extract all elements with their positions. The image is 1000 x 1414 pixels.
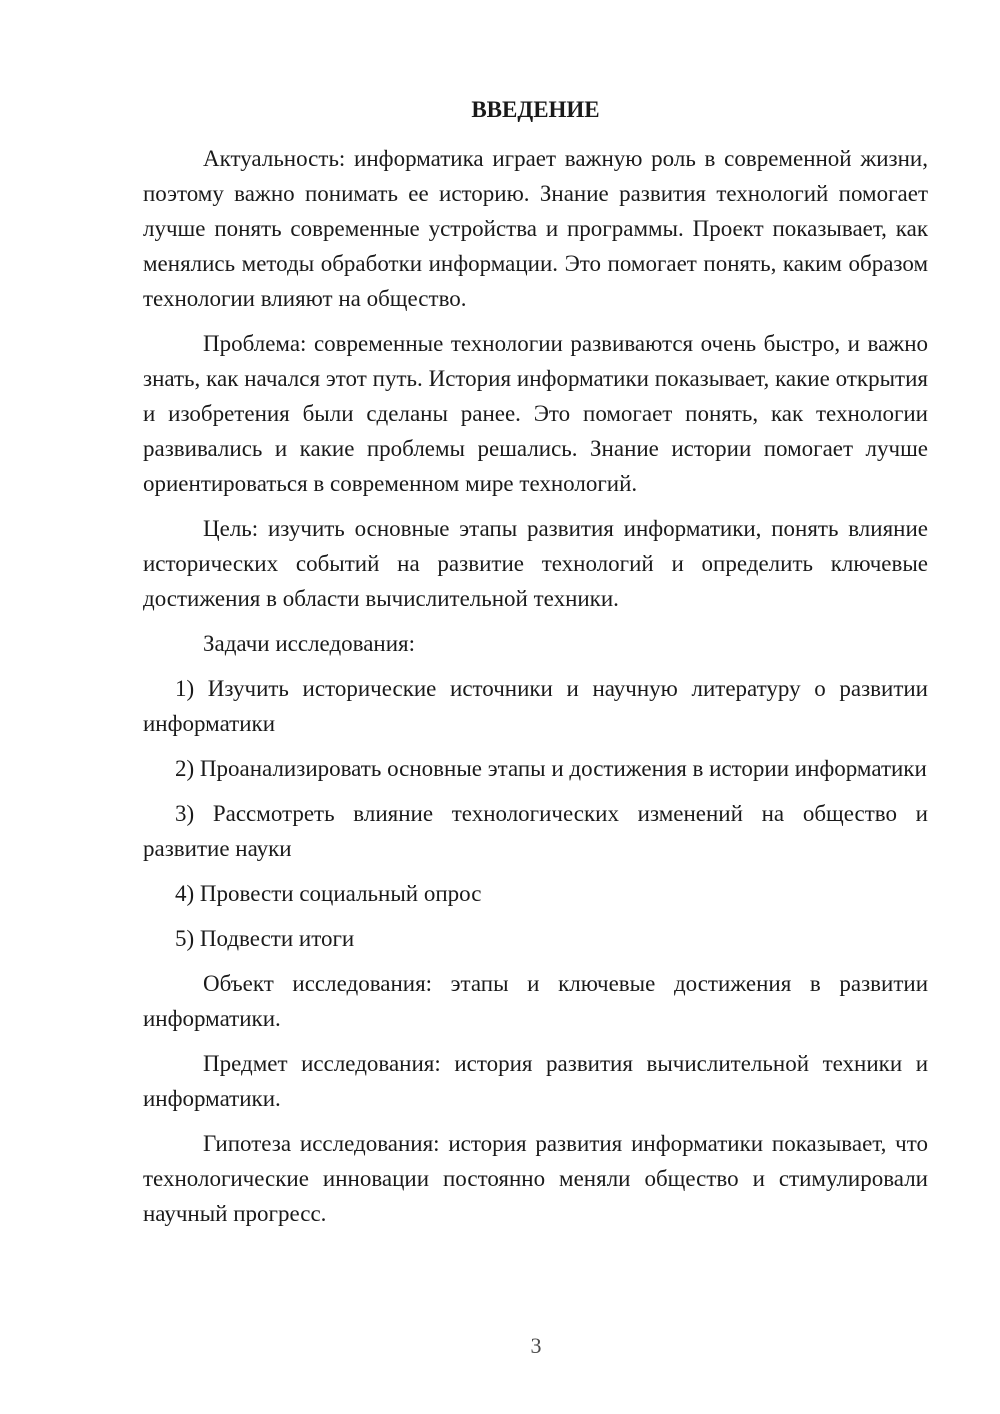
goal-paragraph: Цель: изучить основные этапы развития информатики, понять влияние исторических событий на развитие технологий и определить ключевые достижения в области вычислительной техники.: [143, 516, 928, 611]
problem-paragraph: Проблема: современные технологии развиваются очень быстро, и важно знать, как начался этот путь. История информатики показывает, какие открытия и изобретения были сделаны ранее. Это помогает понять, как технологии развивались и какие проблемы решались. Знание истории помогает лучше ориентироваться в современном мире технологий.: [143, 331, 928, 496]
tasks-heading: Задачи исследования:: [203, 631, 416, 656]
task-item-4: 4) Провести социальный опрос: [175, 881, 482, 906]
hypothesis-paragraph: Гипотеза исследования: история развития информатики показывает, что технологические инновации постоянно меняли общество и стимулировали научный прогресс.: [143, 1131, 928, 1226]
page-number: 3: [530, 1333, 542, 1358]
relevance-paragraph: Актуальность: информатика играет важную роль в современной жизни, поэтому важно понимать ее историю. Знание развития технологий помогает лучше понять современные устройства и программы. Проект показывает, как менялись методы обработки информации. Это помогает понять, каким образом технологии влияют на общество.: [143, 146, 928, 311]
task-item-5: 5) Подвести итоги: [175, 926, 355, 951]
object-paragraph: Объект исследования: этапы и ключевые достижения в развитии информатики.: [143, 971, 928, 1031]
section-title: ВВЕДЕНИЕ: [471, 97, 600, 122]
task-item-3: 3) Рассмотреть влияние технологических изменений на общество и развитие науки: [143, 801, 928, 861]
subject-paragraph: Предмет исследования: история развития вычислительной техники и информатики.: [143, 1051, 928, 1111]
task-item-1: 1) Изучить исторические источники и научную литературу о развитии информатики: [143, 676, 928, 736]
task-item-2: 2) Проанализировать основные этапы и достижения в истории информатики: [175, 756, 927, 781]
page-content: [143, 92, 928, 1241]
